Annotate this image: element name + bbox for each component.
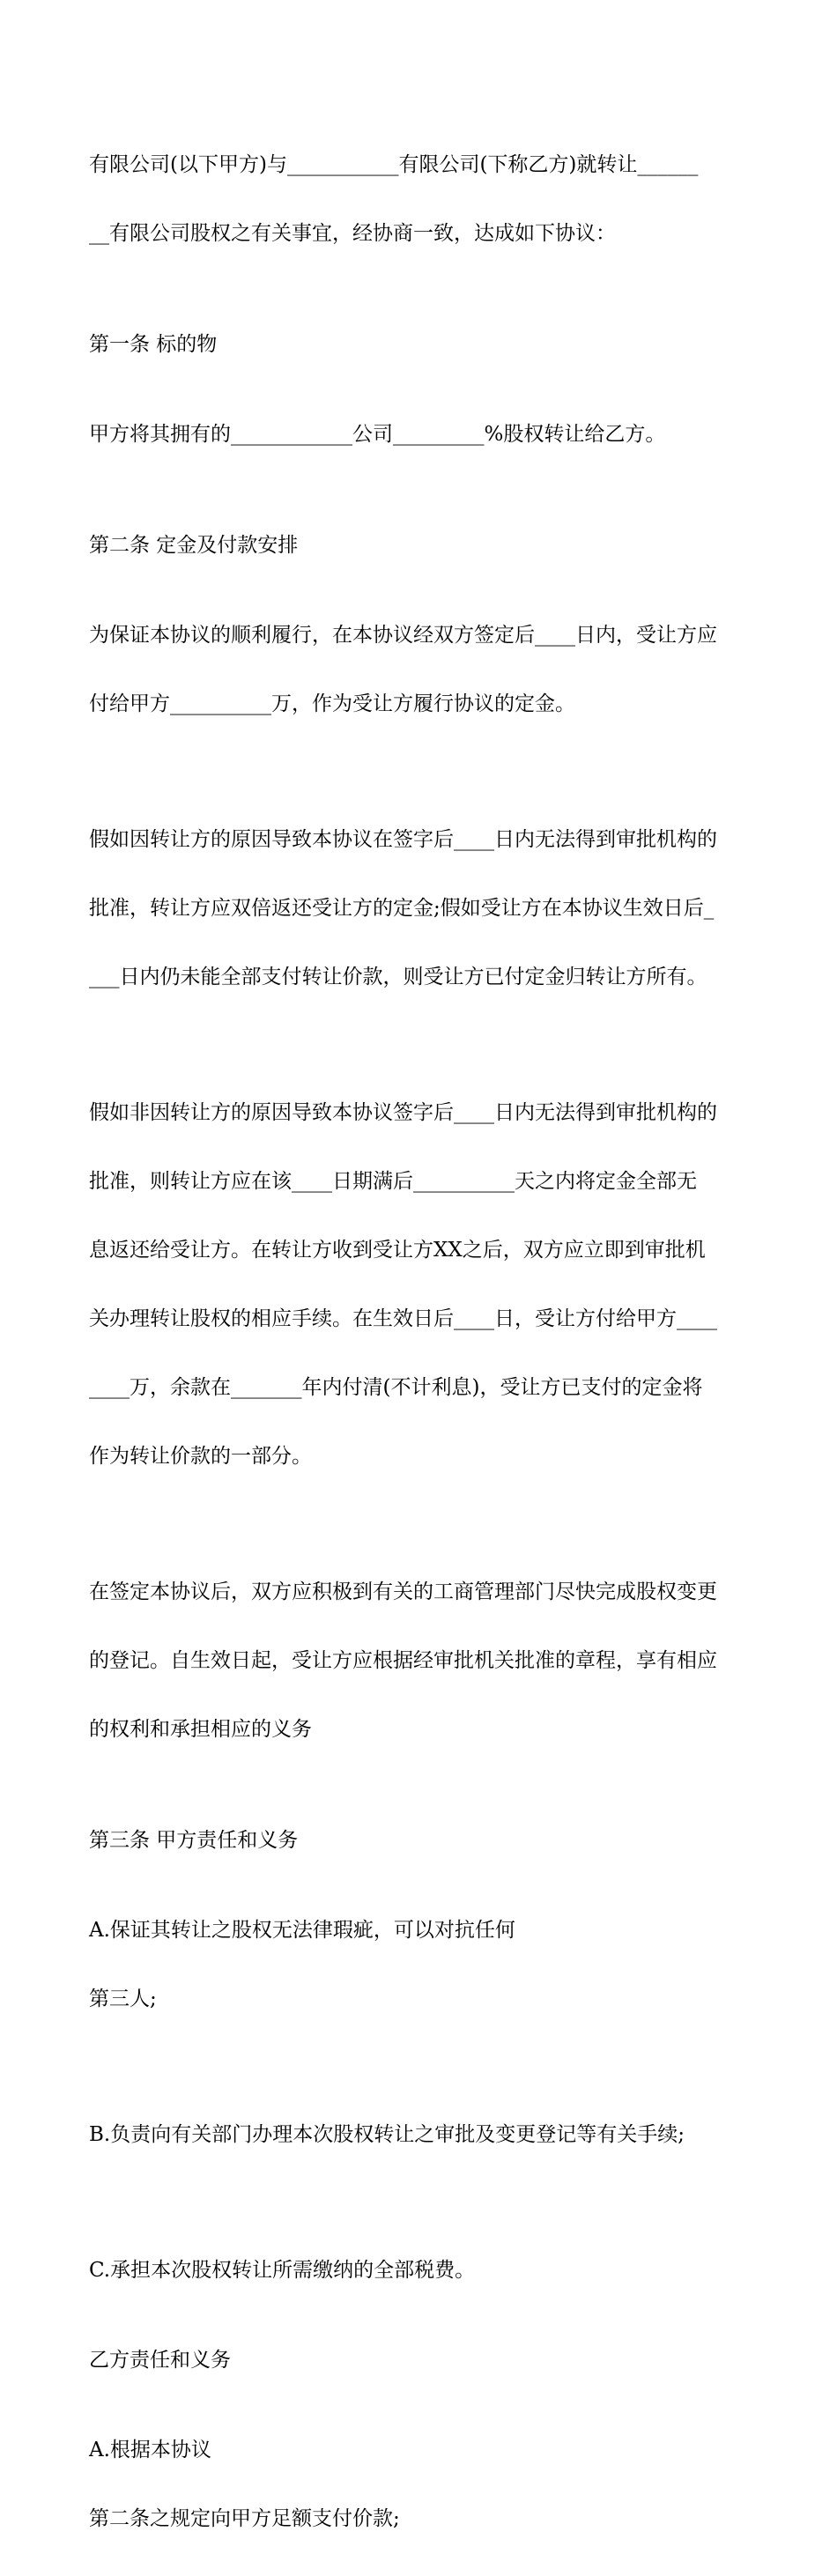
text-line: 为保证本协议的顺利履行，在本协议经双方签定后____日内，受让方应 bbox=[89, 624, 717, 647]
text-line: A.根据本协议 bbox=[89, 2439, 211, 2461]
text-line: 的登记。自生效日起，受让方应根据经审批机关批准的章程，享有相应 bbox=[89, 1649, 717, 1672]
text-line: 批准，转让方应双倍返还受让方的定金;假如受让方在本协议生效日后_ bbox=[89, 897, 715, 920]
text-line: ____万，余款在_______年内付清(不计利息)，受让方已支付的定金将 bbox=[89, 1376, 703, 1399]
text-line: 假如非因转让方的原因导致本协议签字后____日内无法得到审批机构的 bbox=[89, 1101, 717, 1124]
text-line: 有限公司(以下甲方)与___________有限公司(下称乙方)就转让______ bbox=[89, 153, 699, 176]
article-1-body bbox=[89, 377, 752, 492]
article-2-paragraph-1 bbox=[89, 578, 752, 761]
text-line: 第三人; bbox=[89, 1988, 157, 2010]
text-line: 假如因转让方的原因导致本协议在签字后____日内无法得到审批机构的 bbox=[89, 828, 717, 851]
text-line: ___日内仍未能全部支付转让价款，则受让方已付定金归转让方所有。 bbox=[89, 966, 707, 988]
article-3-title: 第三条 甲方责任和义务 bbox=[89, 1829, 299, 1852]
document-page bbox=[89, 107, 752, 2576]
intro-paragraph bbox=[89, 107, 752, 291]
article-3-item-a bbox=[89, 1873, 752, 2056]
article-2-paragraph-2 bbox=[89, 782, 752, 1034]
article-2-title: 第二条 定金及付款安排 bbox=[89, 534, 299, 557]
article-3-item-b bbox=[89, 2077, 752, 2192]
text-line: 作为转让价款的一部分。 bbox=[89, 1445, 312, 1468]
text-line: 息返还给受让方。在转让方收到受让方XX之后，双方应立即到审批机 bbox=[89, 1239, 706, 1262]
text-line: A.保证其转让之股权无法律瑕疵，可以对抗任何 bbox=[89, 1919, 515, 1942]
article-3-item-c bbox=[89, 2213, 752, 2328]
text-line: 批准，则转让方应在该____日期满后__________天之内将定金全部无 bbox=[89, 1170, 697, 1193]
text-line: 在签定本协议后，双方应积极到有关的工商管理部门尽快完成股权变更 bbox=[89, 1580, 717, 1603]
text-line: C.承担本次股权转让所需缴纳的全部税费。 bbox=[89, 2259, 476, 2282]
text-line: __有限公司股权之有关事宜，经协商一致，达成如下协议： bbox=[89, 222, 616, 245]
text-line: B.负责向有关部门办理本次股权转让之审批及变更登记等有关手续; bbox=[89, 2123, 685, 2146]
text-line: 第二条之规定向甲方足额支付价款; bbox=[89, 2507, 400, 2530]
article-2-paragraph-4 bbox=[89, 1535, 752, 1787]
text-line: 付给甲方__________万，作为受让方履行协议的定金。 bbox=[89, 692, 575, 715]
text-line: 甲方将其拥有的____________公司_________%股权转让给乙方。 bbox=[89, 423, 666, 446]
text-line: 关办理转让股权的相应手续。在生效日后____日，受让方付给甲方____ bbox=[89, 1307, 717, 1330]
party-b-item-a bbox=[89, 2393, 752, 2576]
article-2-paragraph-3 bbox=[89, 1055, 752, 1514]
article-1-title: 第一条 标的物 bbox=[89, 333, 218, 356]
text-line: 的权利和承担相应的义务 bbox=[89, 1718, 312, 1741]
party-b-title: 乙方责任和义务 bbox=[89, 2349, 231, 2372]
